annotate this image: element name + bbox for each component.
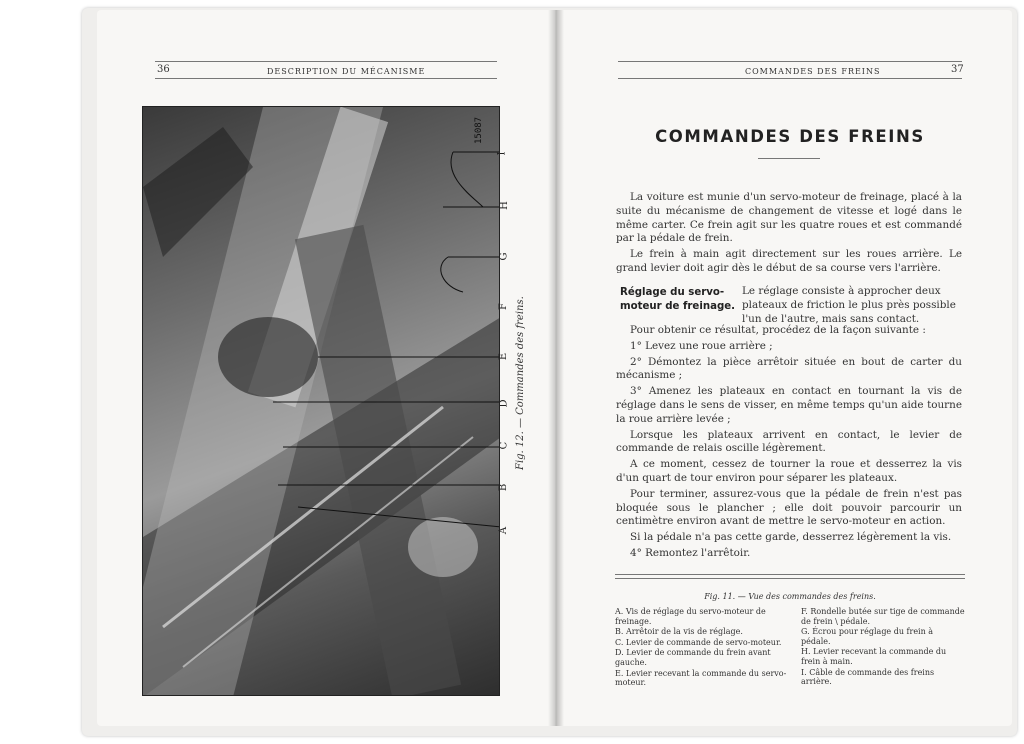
- title-underline: [758, 158, 820, 159]
- legend-item: B. Arrêtoir de la vis de réglage.: [615, 627, 743, 637]
- left-header-rule-bottom: [155, 78, 497, 79]
- figure-11-title: Fig. 11. — Vue des commandes des freins.: [704, 592, 876, 601]
- callout-e: E: [498, 352, 510, 361]
- paragraph: Lorsque les plateaux arrivent en contact, le levier de commande de relais oscille légèrement.: [616, 428, 962, 455]
- intro-text: [616, 191, 962, 278]
- callout-c: C: [498, 441, 510, 450]
- callout-d: D: [498, 399, 510, 408]
- left-page-number: 36: [157, 64, 170, 75]
- photo-number: 15087: [474, 116, 484, 144]
- callout-g: G: [498, 252, 510, 261]
- legend-right-column: [801, 607, 965, 688]
- photo-illustration: [143, 107, 500, 696]
- legend-rule-top: [615, 574, 965, 575]
- callout-i: I: [496, 151, 508, 156]
- legend-left-column: [615, 607, 787, 689]
- paragraph: A ce moment, cessez de tourner la roue et desserrez la vis d'un quart de tour environ pour séparer les plateaux.: [616, 458, 962, 484]
- step-item: 4° Remontez l'arrêtoir.: [630, 546, 751, 559]
- section-sidehead: Réglage du servo-moteur de freinage.: [620, 287, 736, 312]
- section-intro: Le réglage consiste à approcher deux plateaux de friction le plus près possible l'un de l'autre, mais sans contact.: [742, 285, 956, 325]
- callout-h: H: [498, 201, 510, 210]
- paragraph: Pour terminer, assurez-vous que la pédale de frein n'est pas bloquée sous le plancher ; elle doit pouvoir parcourir un centimètre environ avant de mettre le servo-moteur en action.: [616, 487, 962, 528]
- callout-f: F: [497, 303, 509, 310]
- legend-item: G. Écrou pour réglage du frein à pédale.: [801, 627, 934, 646]
- callout-a: A: [498, 526, 510, 535]
- step-item: 2° Démontez la pièce arrêtoir située en bout de carter du mécanisme ;: [616, 355, 962, 382]
- right-running-head: COMMANDES DES FREINS: [745, 67, 881, 76]
- paragraph: Le frein à main agit directement sur les roues arrière. Le grand levier doit agir dès le début de sa course vers l'arrière.: [616, 248, 962, 274]
- procedure-text: [616, 324, 962, 563]
- left-header-rule-top: [155, 61, 497, 62]
- paragraph: Pour obtenir ce résultat, procédez de la façon suivante :: [630, 324, 926, 336]
- figure-12-caption: Fig. 12. — Commandes des freins.: [515, 296, 526, 470]
- paragraph: Si la pédale n'a pas cette garde, desserrez légèrement la vis.: [630, 531, 952, 544]
- left-running-head: DESCRIPTION DU MÉCANISME: [267, 67, 426, 76]
- step-item: 3° Amenez les plateaux en contact en tournant la vis de réglage dans le sens de visser, en même temps qu'un aide tourne la roue arrière levée ;: [616, 385, 962, 425]
- right-header-rule-bottom: [618, 78, 962, 79]
- right-page-number: 37: [951, 64, 964, 75]
- page-title: COMMANDES DES FREINS: [655, 127, 925, 146]
- legend-item: D. Levier de commande du frein avant gauche.: [615, 648, 771, 667]
- right-header-rule-top: [618, 61, 962, 62]
- legend-rule-bottom: [615, 578, 965, 579]
- book-gutter: [548, 10, 564, 726]
- legend-item: I. Câble de commande des freins arrière.: [801, 667, 935, 687]
- brake-controls-photo: [142, 106, 500, 696]
- legend-item: F. Rondelle butée sur tige de commande de frein \ pédale.: [801, 607, 965, 626]
- legend-item: C. Levier de commande de servo-moteur.: [615, 637, 782, 647]
- step-item: 1° Levez une roue arrière ;: [630, 339, 773, 352]
- legend-item: H. Levier recevant la commande du frein à main.: [801, 647, 947, 666]
- callout-b: B: [498, 483, 510, 492]
- legend-item: E. Levier recevant la commande du servo-moteur.: [615, 668, 787, 688]
- paragraph: La voiture est munie d'un servo-moteur de freinage, placé à la suite du mécanisme de changement de vitesse et logé dans le même carter. Ce frein agit sur les quatre roues et est commandé par la pédale de frein.: [616, 191, 962, 245]
- legend-item: A. Vis de réglage du servo-moteur de freinage.: [615, 607, 766, 626]
